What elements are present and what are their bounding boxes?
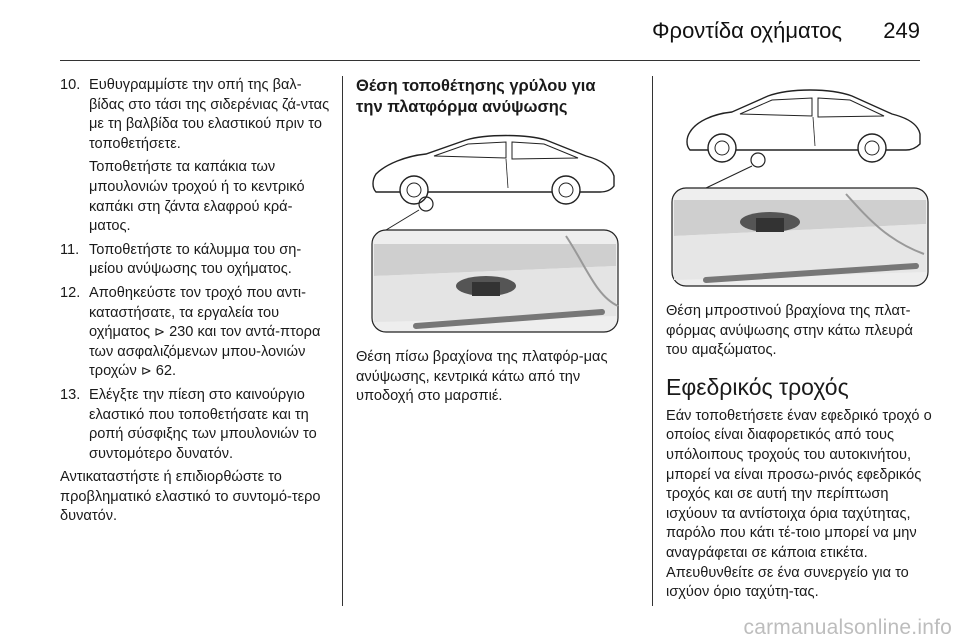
- chapter-title: Φροντίδα οχήματος: [652, 18, 842, 43]
- column-3: [666, 76, 932, 603]
- closing-paragraph: Αντικαταστήστε ή επιδιορθώστε το προβληματικό ελαστικό το συντομό-τερο δυνατόν.: [60, 469, 321, 525]
- page-number: 249: [883, 18, 920, 43]
- step-item: [60, 76, 330, 237]
- step-item: [60, 241, 330, 280]
- header-rule: [60, 60, 920, 61]
- car-front-lift-diagram: [666, 76, 932, 290]
- page-header: [0, 0, 960, 62]
- step-list: [60, 76, 330, 464]
- page-reference-icon[interactable]: ⊳: [140, 364, 152, 380]
- column-divider: [342, 76, 343, 606]
- step-text: Ελέγξτε την πίεση στο καινούργιο ελαστικό που τοποθετήσατε και τη ροπή σύσφιξης των μπουλονιών το συντομότερο δυνατόν.: [89, 386, 317, 462]
- step-item: [60, 386, 330, 464]
- step-text: Τοποθετήστε τα καπάκια των μπουλονιών τροχού ή το κεντρικό καπάκι στη ζάντα ελαφρού κρά-ματος.: [89, 159, 305, 235]
- figure-caption: Θέση πίσω βραχίονα της πλατφόρ-μας ανύψωσης, κεντρικά κάτω από την υποδοχή στο μαρσπιέ.: [356, 349, 608, 405]
- step-item: [60, 284, 330, 382]
- figure-caption: Θέση μπροστινού βραχίονα της πλατ-φόρμας ανύψωσης στην κάτω πλευρά του αμαξώματος.: [666, 303, 913, 359]
- front-lift-point-illustration: [666, 76, 932, 290]
- step-text: [89, 284, 330, 382]
- section-title: Εφεδρικός τροχός: [666, 373, 849, 400]
- column-2: [356, 76, 626, 407]
- section-body: Εάν τοποθετήσετε έναν εφεδρικό τροχό ο οποίος είναι διαφορετικός από τους υπόλοιπους τροχούς του αυτοκινήτου, μπορεί να είναι προσω-ρινός εφεδρικός τροχός και σε αυτή την περίπτωση ισχύουν τα αντίστοιχα όρια ταχύτητας, παρόλο που κάτι τέ-τοιο μπορεί να μην αναγράφεται σε κάποια ετικέτα. Απευθυνθείτε σε ένα συνεργείο για το ισχύον όριο ταχύτη-τας.: [666, 407, 932, 601]
- watermark: carmanualsonline.info: [743, 616, 952, 639]
- column-divider: [652, 76, 653, 606]
- page-reference-icon[interactable]: ⊳: [154, 325, 166, 341]
- section-heading: Θέση τοποθέτησης γρύλου για την πλατφόρμα ανύψωσης: [356, 77, 596, 116]
- step-text-part: Αποθηκεύστε τον τροχό που αντι-καταστήσατε, τα εργαλεία του οχήματος: [89, 284, 306, 341]
- step-number: 12.: [60, 284, 81, 301]
- step-text-part: 62.: [151, 363, 177, 380]
- step-text-part: 230 και τον αντά-πτορα των ασφαλιζόμενων μπου-λονιών τροχών: [89, 324, 321, 380]
- rear-lift-point-illustration: [356, 126, 622, 336]
- step-number: 10.: [60, 77, 81, 93]
- car-rear-lift-diagram: [356, 126, 622, 336]
- step-number: 11.: [60, 241, 80, 258]
- column-1: [60, 76, 330, 527]
- step-text: Ευθυγραμμίστε την οπή της βαλ-βίδας στο τάσι της σιδερένιας ζά-ντας με τη βαλβίδα του ελαστικού πριν το τοποθετήσετε.: [89, 77, 330, 152]
- step-number: 13.: [60, 386, 81, 403]
- step-text: Τοποθετήστε το κάλυμμα του ση-μείου ανύψωσης του οχήματος.: [89, 241, 302, 278]
